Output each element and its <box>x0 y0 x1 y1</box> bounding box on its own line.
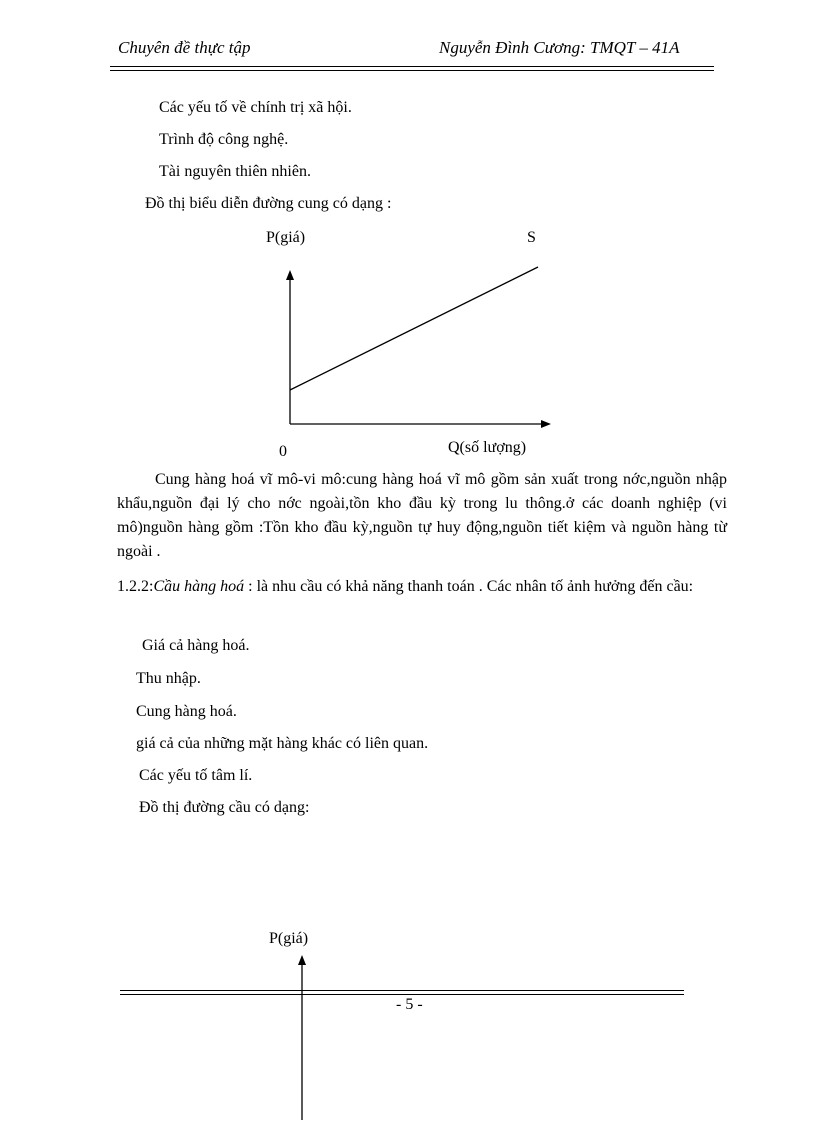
footer-rule-top <box>120 990 684 991</box>
supply-factor-3: Tài nguyên thiên nhiên. <box>159 163 311 180</box>
supply-curve-label: S <box>527 229 536 246</box>
footer-rule-bottom <box>120 994 684 995</box>
demand-graph-intro: Đồ thị đường cầu có dạng: <box>139 799 310 816</box>
supply-factor-2: Trình độ công nghệ. <box>159 131 289 148</box>
demand-factor-2: Thu nhập. <box>136 670 201 687</box>
header-left: Chuyên đề thực tập <box>118 38 251 57</box>
demand-factor-1: Giá cả hàng hoá. <box>142 637 250 654</box>
demand-section-text: : là nhu cầu có khả năng thanh toán . Các nhân tố ảnh hưởng đến cầu: <box>244 578 694 595</box>
supply-origin-label: 0 <box>279 443 287 460</box>
page-number: - 5 - <box>396 996 423 1013</box>
supply-factor-1: Các yếu tố về chính trị xã hội. <box>159 99 352 116</box>
demand-section-title: Cầu hàng hoá <box>153 578 245 595</box>
demand-section-number: 1.2.2: <box>117 578 154 595</box>
demand-factor-3: Cung hàng hoá. <box>136 703 237 720</box>
supply-y-label: P(giá) <box>266 229 306 246</box>
supply-x-label: Q(số lượng) <box>448 439 527 456</box>
header-right: Nguyễn Đình Cương: TMQT – 41A <box>439 38 680 57</box>
supply-paragraph-text: Cung hàng hoá vĩ mô-vi mô:cung hàng hoá vĩ mô gồm sản xuất trong nớc,nguồn nhập khẩu,nguồn đại lý cho nớc ngoài,tồn kho đầu kỳ trong lu thông.ở các doanh nghiệp (vi mô)nguồn hàng gồm :Tồn kho đầu kỳ,nguồn tự huy động,nguồn tiết kiệm và nguồn hàng từ ngoài . <box>117 471 727 560</box>
demand-y-arrowhead <box>298 955 306 965</box>
demand-y-label: P(giá) <box>269 930 309 947</box>
supply-graph-intro: Đồ thị biểu diễn đường cung có dạng : <box>145 195 392 212</box>
demand-factor-5: Các yếu tố tâm lí. <box>139 767 253 784</box>
demand-factor-4: giá cả của những mặt hàng khác có liên quan. <box>136 735 429 752</box>
